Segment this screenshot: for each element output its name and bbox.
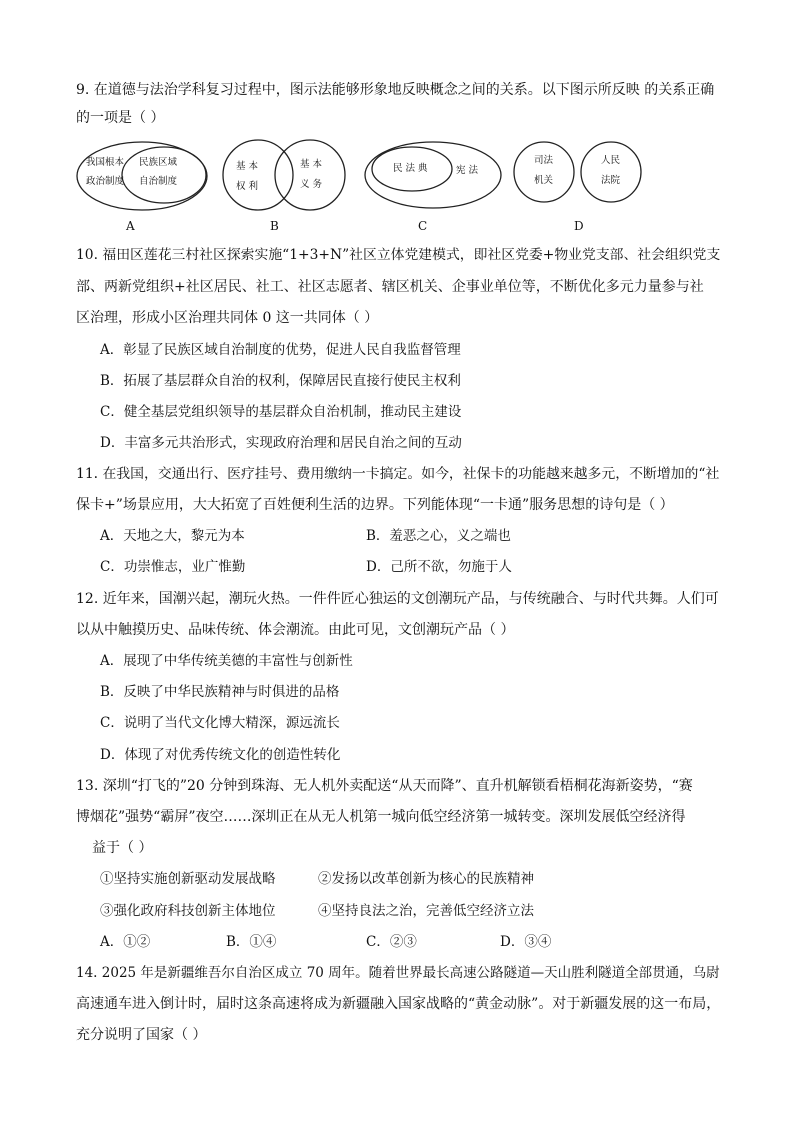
q10-stem-line2: 部、两新党组织+社区居民、社工、社区志愿者、辖区机关、企事业单位等，不断优化多元力量参与社 xyxy=(76,279,704,295)
diagram-a-inner-label-2: 自治制度 xyxy=(139,176,178,187)
q13-item-3: ③强化政府科技创新主体地位 xyxy=(100,903,276,919)
diagram-d-letter: D xyxy=(574,219,584,233)
diagram-d-right-label-1: 人民 xyxy=(601,155,621,166)
diagram-c-inner-label: 民 法 典 xyxy=(393,163,428,174)
diagram-b xyxy=(214,138,354,218)
diagram-c xyxy=(364,138,504,218)
q9-stem-line1: 9. 在道德与法治学科复习过程中，图示法能够形象地反映概念之间的关系。以下图示所反映 的关系正确 xyxy=(76,82,715,98)
q11-option-d: D．己所不欲，勿施于人 xyxy=(366,559,512,575)
diagram-c-outer-label: 宪 法 xyxy=(456,165,479,176)
diagram-a-letter: A xyxy=(126,219,135,233)
diagram-c-letter: C xyxy=(418,219,428,233)
diagram-a-outer-label-1: 我国根本 xyxy=(86,157,125,168)
q14-stem-line2: 高速通车进入倒计时，届时这条高速将成为新疆融入国家战略的“黄金动脉”。对于新疆发展的这一布局， xyxy=(76,996,721,1012)
q10-option-b: B．拓展了基层群众自治的权利，保障居民直接行使民主权利 xyxy=(100,373,461,389)
q11-option-c: C．功崇惟志，业广惟勤 xyxy=(100,559,246,575)
q12-option-b: B．反映了中华民族精神与时俱进的品格 xyxy=(100,684,340,700)
diagram-b-right-label-2: 义 务 xyxy=(300,179,323,190)
diagram-d-left-label-2: 机关 xyxy=(534,175,554,186)
q11-stem-line1: 11. 在我国，交通出行、医疗挂号、费用缴纳一卡搞定。如今，社保卡的功能越来越多元，不断增加的“社 xyxy=(76,466,720,482)
q13-option-a: A．①② xyxy=(100,934,151,950)
diagram-d-circles xyxy=(510,138,646,218)
q13-stem-line2: 博烟花”强势“霸屏”夜空……深圳正在从无人机第一城向低空经济第一城转变。深圳发展低空经济得 xyxy=(76,809,686,825)
diagram-a-inner-label-1: 民族区域 xyxy=(139,157,178,168)
q13-item-2: ②发扬以改革创新为核心的民族精神 xyxy=(318,871,534,887)
q10-option-d: D．丰富多元共治形式，实现政府治理和居民自治之间的互动 xyxy=(100,435,462,451)
q13-option-d: D．③④ xyxy=(500,934,552,950)
diagram-b-left-label-1: 基 本 xyxy=(236,161,259,172)
q14-stem-line1: 14. 2025 年是新疆维吾尔自治区成立 70 周年。随着世界最长高速公路隧道—天山胜利隧道全部贯通，乌尉 xyxy=(76,965,720,981)
q13-stem-line3: 益于（ ） xyxy=(92,840,153,856)
q13-option-c: C．②③ xyxy=(366,934,417,950)
q12-stem-line1: 12. 近年来，国潮兴起，潮玩火热。一件件匠心独运的文创潮玩产品，与传统融合、与时代共舞。人们可 xyxy=(76,591,719,607)
q12-stem-line2: 以从中触摸历史、品味传统、体会潮流。由此可见，文创潮玩产品（ ） xyxy=(76,622,515,638)
q11-stem-line2: 保卡+”场景应用，大大拓宽了百姓便利生活的边界。下列能体现“一卡通”服务思想的诗句是（ ） xyxy=(76,497,674,513)
q14-stem-line3: 充分说明了国家（ ） xyxy=(76,1027,207,1043)
q10-stem-line3: 区治理，形成小区治理共同体 0 这一共同体（ ） xyxy=(76,310,379,326)
q13-item-1: ①坚持实施创新驱动发展战略 xyxy=(100,871,276,887)
q10-stem-line1: 10. 福田区莲花三村社区探索实施“1+3+N”社区立体党建模式，即社区党委+物业党支部、社会组织党支 xyxy=(76,247,721,263)
diagram-b-left-label-2: 权 利 xyxy=(236,181,259,192)
diagram-d-left-label-1: 司法 xyxy=(534,155,554,166)
q11-option-b: B．羞恶之心，义之端也 xyxy=(366,528,511,544)
q13-option-b: B．①④ xyxy=(226,934,277,950)
diagram-d xyxy=(510,138,646,218)
diagram-b-letter: B xyxy=(270,219,279,233)
q10-option-c: C．健全基层党组织领导的基层群众自治机制，推动民主建设 xyxy=(100,404,462,420)
diagram-a xyxy=(76,138,210,218)
diagram-b-circles xyxy=(214,138,354,218)
q10-option-a: A．彰显了民族区域自治制度的优势，促进人民自我监督管理 xyxy=(100,342,461,358)
diagram-c-ellipses xyxy=(364,138,504,218)
q11-option-a: A．天地之大，黎元为本 xyxy=(100,528,245,544)
q9-stem-line2: 的一项是（ ） xyxy=(76,110,165,126)
q13-stem-line1: 13. 深圳“打飞的”20 分钟到珠海、无人机外卖配送“从天而降”、直升机解锁看梧桐花海新姿势，“赛 xyxy=(76,778,693,794)
diagram-d-right-label-2: 法院 xyxy=(601,175,621,186)
q12-option-a: A．展现了中华传统美德的丰富性与创新性 xyxy=(100,653,353,669)
diagram-a-outer-label-2: 政治制度 xyxy=(86,176,125,187)
diagram-b-right-label-1: 基 本 xyxy=(300,159,323,170)
q12-option-d: D．体现了对优秀传统文化的创造性转化 xyxy=(100,747,341,763)
q12-option-c: C．说明了当代文化博大精深，源远流长 xyxy=(100,715,340,731)
q13-item-4: ④坚持良法之治，完善低空经济立法 xyxy=(318,903,534,919)
